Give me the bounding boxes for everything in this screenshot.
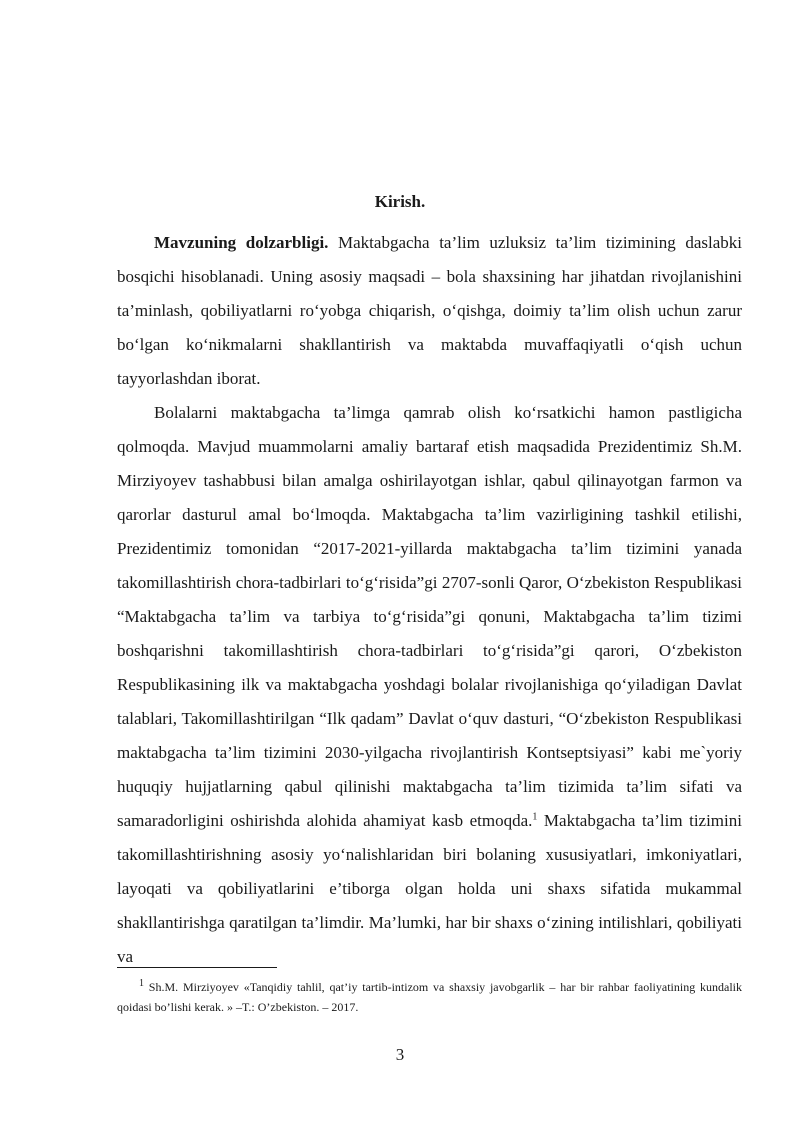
paragraph-text: Maktabgacha ta’lim tizimini takomillashtirishning asosiy yo‘nalishlaridan biri bolaning xususiyatlari, imkoniyatlari, layoqati va qobiliyatlarini e’tiborga olgan holda uni shaxs sifatida mukammal shakllantirishga qaratilgan ta’limdir. Ma’lumki, har bir shaxs o‘zining intilishlari, qobiliyati va <box>117 811 742 966</box>
paragraph-coverage <box>117 396 742 974</box>
paragraph-text: Bolalarni maktabgacha ta’limga qamrab olish ko‘rsatkichi hamon pastligicha qolmoqda. Mavjud muammolarni amaliy bartaraf etish maqsadida Prezidentimiz Sh.M. Mirziyoyev tashabbusi bilan amalga oshirilayotgan ishlar, qabul qilinayotgan farmon va qarorlar dasturul amal bo‘lmoqda. Maktabgacha ta’lim vazirligining tashkil etilishi, Prezidentimiz tomonidan “2017-2021-yillarda maktabgacha ta’lim tizimini yanada takomillashtirish chora-tadbirlari to‘g‘risida”gi 2707-sonli Qaror, O‘zbekiston Respublikasi “Maktabgacha ta’lim va tarbiya to‘g‘risida”gi qonuni, Maktabgacha ta’lim tizimi boshqarishni takomillashtirish chora-tadbirlari to‘g‘risida”gi qarori, O‘zbekiston Respublikasining ilk va maktabgacha yoshdagi bolalar rivojlanishiga qo‘yiladigan Davlat talablari, Takomillashtirilgan “Ilk qadam” Davlat o‘quv dasturi, “O‘zbekiston Respublikasi maktabgacha ta’lim tizimini 2030-yilgacha rivojlantirish Kontseptsiyasi” kabi me`yoriy huquqiy hujjatlarning qabul qilinishi maktabgacha ta’lim tizimida ta’lim sifati va samaradorligini oshirishda alohida ahamiyat kasb etmoqda. <box>117 403 742 830</box>
section-heading: Kirish. <box>374 192 426 211</box>
page-number: 3 <box>395 1045 405 1064</box>
footnote-marker: 1 <box>139 978 144 989</box>
paragraph-relevance <box>117 226 742 396</box>
footnote-text: Sh.M. Mirziyoyev «Tanqidiy tahlil, qat’iy tartib-intizom va shaxsiy javobgarlik – har bir rahbar faoliyatining kundalik qoidasi bo’lishi kerak. » –T.: O’zbekiston. – 2017. <box>117 980 742 1014</box>
paragraph-text: Maktabgacha ta’lim uzluksiz ta’lim tizimining daslabki bosqichi hisoblanadi. Uning asosiy maqsadi – bola shaxsining har jihatdan rivojlanishini ta’minlash, qobiliyatlarni ro‘yobga chiqarish, o‘qishga, doimiy ta’lim olish uchun zarur bo‘lgan ko‘nikmalarni shakllantirish va maktabda muvaffaqiyatli o‘qish uchun tayyorlashdan iborat. <box>117 233 742 388</box>
footnote-divider <box>117 967 277 968</box>
paragraph-lead: Mavzuning dolzarbligi. <box>154 233 329 252</box>
footnote <box>117 977 742 1017</box>
body-text <box>117 226 742 974</box>
footnote-reference[interactable]: 1 <box>532 811 538 823</box>
